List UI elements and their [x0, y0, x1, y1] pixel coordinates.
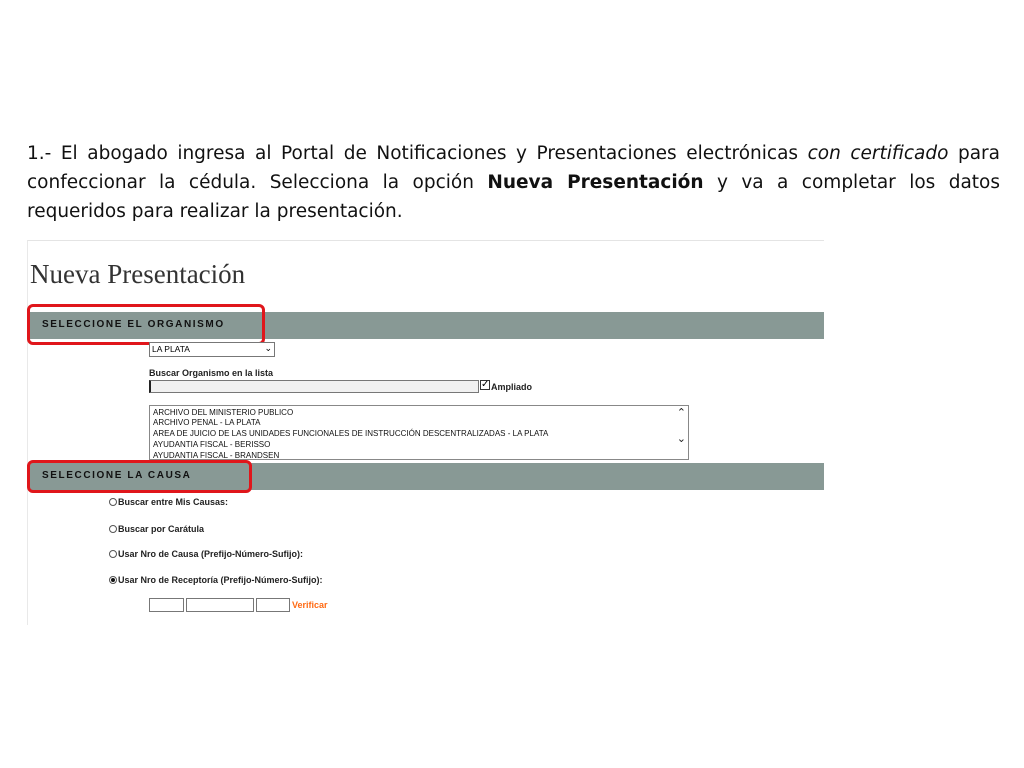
- section-organismo-label: SELECCIONE EL ORGANISMO: [42, 319, 225, 330]
- instruction-part3: y va a completar los datos requeridos para realizar la presentación.: [27, 172, 1000, 222]
- scroll-up-icon[interactable]: ⌃: [676, 407, 686, 419]
- list-item[interactable]: ARCHIVO DEL MINISTERIO PUBLICO: [153, 408, 294, 417]
- radio-label: Usar Nro de Causa (Prefijo-Número-Sufijo):: [118, 549, 304, 559]
- radio-label: Buscar entre Mis Causas:: [118, 497, 229, 507]
- department-select-value: LA PLATA: [152, 344, 190, 354]
- search-organismo-input[interactable]: [149, 380, 479, 393]
- sufijo-input[interactable]: [256, 598, 290, 612]
- list-item[interactable]: AYUDANTIA FISCAL - BERISSO: [153, 440, 271, 449]
- prefijo-input[interactable]: [149, 598, 184, 612]
- chevron-down-icon: ⌄: [264, 343, 272, 353]
- numero-input[interactable]: [186, 598, 254, 612]
- list-item[interactable]: AREA DE JUICIO DE LAS UNIDADES FUNCIONALES DE INSTRUCCIÓN DESCENTRALIZADAS - LA PLATA: [153, 429, 549, 438]
- section-causa-label: SELECCIONE LA CAUSA: [42, 470, 192, 481]
- radio-nro-receptoria[interactable]: [109, 575, 323, 585]
- ampliado-checkbox[interactable]: [480, 380, 490, 390]
- instruction-part2: para confeccionar la cédula. Selecciona la opción: [27, 143, 1001, 193]
- radio-button-selected[interactable]: [109, 576, 117, 584]
- search-organismo-label: Buscar Organismo en la lista: [149, 368, 274, 378]
- radio-nro-causa[interactable]: [109, 549, 303, 559]
- verificar-link[interactable]: Verificar: [292, 600, 328, 610]
- highlight-box-causa: [27, 460, 252, 493]
- highlight-box-organismo: [27, 304, 265, 345]
- radio-button[interactable]: [109, 525, 117, 533]
- list-item[interactable]: ARCHIVO PENAL - LA PLATA: [153, 418, 261, 427]
- instruction-text: [27, 139, 1000, 226]
- embedded-screenshot: [27, 240, 824, 625]
- department-select[interactable]: [149, 342, 275, 357]
- instruction-italic: con certificado: [807, 143, 949, 164]
- radio-label: Usar Nro de Receptoría (Prefijo-Número-Sufijo):: [118, 575, 323, 585]
- radio-caratula[interactable]: [109, 524, 204, 534]
- instruction-bold: Nueva Presentación: [487, 172, 704, 193]
- scroll-down-icon[interactable]: ⌄: [676, 433, 686, 445]
- radio-label: Buscar por Carátula: [118, 524, 205, 534]
- instruction-part1: 1.- El abogado ingresa al Portal de Notificaciones y Presentaciones electrónicas: [27, 143, 808, 164]
- radio-button[interactable]: [109, 498, 117, 506]
- ampliado-label: Ampliado: [491, 382, 533, 392]
- checkmark-icon: ✓: [481, 379, 490, 390]
- list-item[interactable]: AYUDANTIA FISCAL - BRANDSEN: [153, 451, 280, 460]
- radio-button[interactable]: [109, 550, 117, 558]
- organismo-list[interactable]: [149, 405, 689, 460]
- radio-mis-causas[interactable]: [109, 497, 228, 507]
- page-title: Nueva Presentación: [30, 259, 246, 289]
